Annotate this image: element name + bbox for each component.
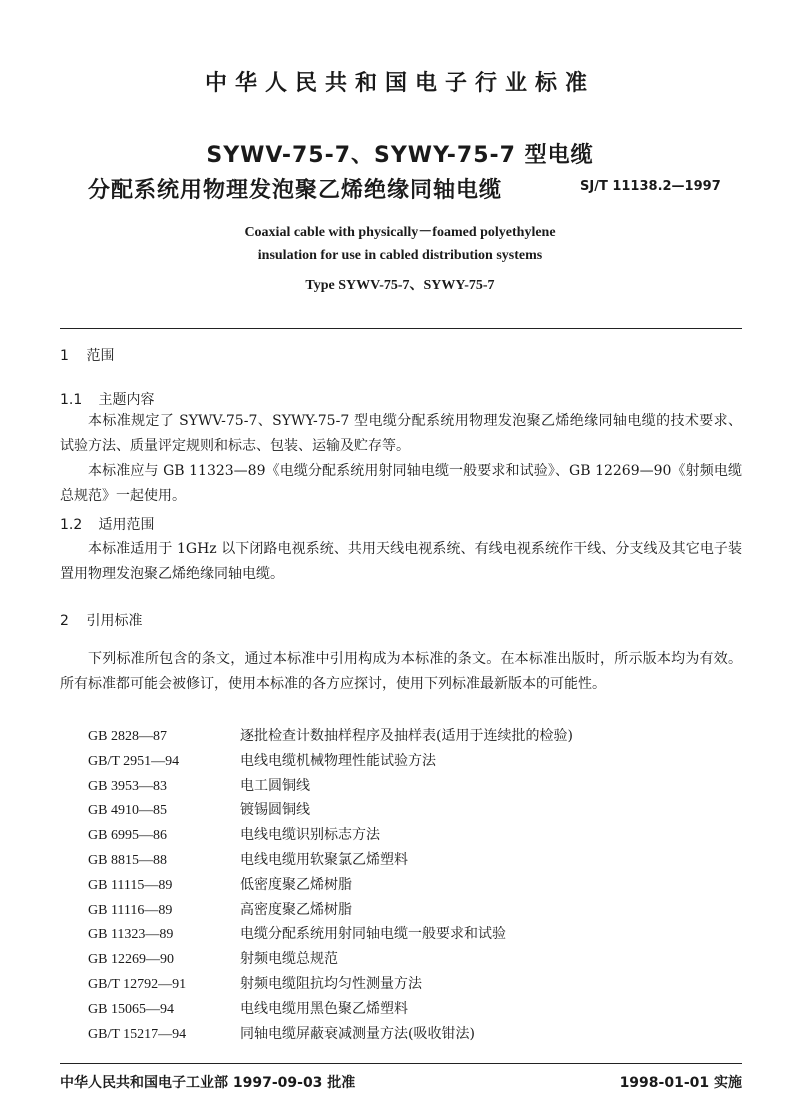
section-number: 1.1: [60, 392, 83, 408]
reference-row: [88, 848, 573, 873]
reference-title: 电线电缆识别标志方法: [240, 827, 380, 844]
reference-row: [88, 947, 573, 972]
reference-title: 低密度聚乙烯树脂: [240, 876, 352, 893]
reference-title: 高密度聚乙烯树脂: [240, 901, 352, 918]
reference-code: GB 8815—88: [88, 852, 167, 868]
approval-note: 中华人民共和国电子工业部 1997-09-03 批准: [60, 1075, 356, 1091]
section-1-2-heading: [60, 514, 154, 534]
reference-list: [88, 724, 573, 1046]
section-1-heading: [60, 345, 114, 365]
reference-row: [88, 724, 573, 749]
reference-row: [88, 774, 573, 799]
paragraph-1-2: 本标准适用于 1GHz 以下闭路电视系统、共用天线电视系统、有线电视系统作干线、分支线及其它电子装置用物理发泡聚乙烯绝缘同轴电缆。: [60, 541, 742, 582]
reference-code: GB 4910—85: [88, 803, 167, 819]
reference-row: [88, 922, 573, 947]
reference-row: [88, 823, 573, 848]
reference-code: GB/T 2951—94: [88, 753, 180, 769]
reference-code: GB 2828—87: [88, 729, 167, 744]
reference-row: [88, 873, 573, 898]
reference-title: 电线电缆用软聚氯乙烯塑料: [240, 851, 408, 868]
reference-code: GB/T 12792—91: [88, 976, 187, 992]
implementation-date: 1998-01-01 实施: [619, 1075, 742, 1091]
reference-code: GB 15065—94: [88, 1001, 174, 1017]
section-number: 1.2: [60, 517, 83, 533]
section-number: 1: [60, 348, 69, 364]
standard-header: 中华人民共和国电子行业标准: [204, 71, 595, 96]
section-1-1-heading: [60, 389, 154, 409]
reference-code: GB 11323—89: [88, 927, 174, 943]
paragraph-2: 下列标准所包含的条文，通过本标准中引用构成为本标准的条文。在本标准出版时，所示版本均为有效。所有标准都可能会被修订，使用本标准的各方应探讨，使用下列标准最新版本的可能性。: [60, 651, 742, 692]
reference-row: [88, 798, 573, 823]
reference-title: 同轴电缆屏蔽衰减测量方法(吸收钳法): [240, 1025, 475, 1042]
reference-title: 射频电缆总规范: [240, 951, 338, 968]
reference-title: 电线电缆机械物理性能试验方法: [240, 752, 436, 769]
title-line-2: 分配系统用物理发泡聚乙烯绝缘同轴电缆: [88, 178, 503, 203]
standard-number: SJ/T 11138.2—1997: [580, 179, 721, 194]
reference-code: GB 11116—89: [88, 902, 173, 918]
english-title-line-3: Type SYWV-75-7、SYWY-75-7: [305, 278, 495, 293]
reference-title: 镀锡圆铜线: [240, 802, 310, 819]
bottom-divider: [60, 1063, 742, 1064]
reference-row: [88, 972, 573, 997]
reference-code: GB 3953—83: [88, 778, 167, 794]
reference-row: [88, 749, 573, 774]
reference-code: GB 6995—86: [88, 828, 167, 844]
paragraph-1-1-b: 本标准应与 GB 11323—89《电缆分配系统用射同轴电缆一般要求和试验》、GB 12269—90《射频电缆总规范》一起使用。: [60, 463, 742, 504]
section-title: 引用标准: [86, 613, 143, 629]
reference-title: 逐批检查计数抽样程序及抽样表(适用于连续批的检验): [240, 728, 573, 744]
section-title: 适用范围: [98, 517, 155, 533]
reference-row: [88, 1022, 573, 1047]
reference-row: [88, 898, 573, 923]
top-divider: [60, 328, 742, 329]
section-number: 2: [60, 613, 69, 629]
reference-row: [88, 997, 573, 1022]
reference-code: GB 11115—89: [88, 877, 173, 893]
reference-title: 电线电缆用黑色聚乙烯塑料: [240, 1000, 408, 1017]
reference-code: GB 12269—90: [88, 952, 174, 968]
reference-code: GB/T 15217—94: [88, 1026, 187, 1042]
section-2-heading: [60, 610, 142, 630]
section-title: 范围: [86, 348, 115, 364]
english-title-line-2: insulation for use in cabled distribution systems: [257, 248, 543, 263]
paragraph-1-1-a: 本标准规定了 SYWV-75-7、SYWY-75-7 型电缆分配系统用物理发泡聚乙烯绝缘同轴电缆的技术要求、试验方法、质量评定规则和标志、包装、运输及贮存等。: [60, 413, 742, 454]
reference-title: 电缆分配系统用射同轴电缆一般要求和试验: [240, 926, 506, 943]
title-line-1: SYWV-75-7、SYWY-75-7 型电缆: [206, 143, 594, 168]
english-title-line-1: Coaxial cable with physically－foamed polyethylene: [244, 225, 556, 240]
reference-title: 射频电缆阻抗均匀性测量方法: [240, 975, 422, 992]
reference-title: 电工圆铜线: [240, 777, 310, 794]
section-title: 主题内容: [98, 392, 155, 408]
